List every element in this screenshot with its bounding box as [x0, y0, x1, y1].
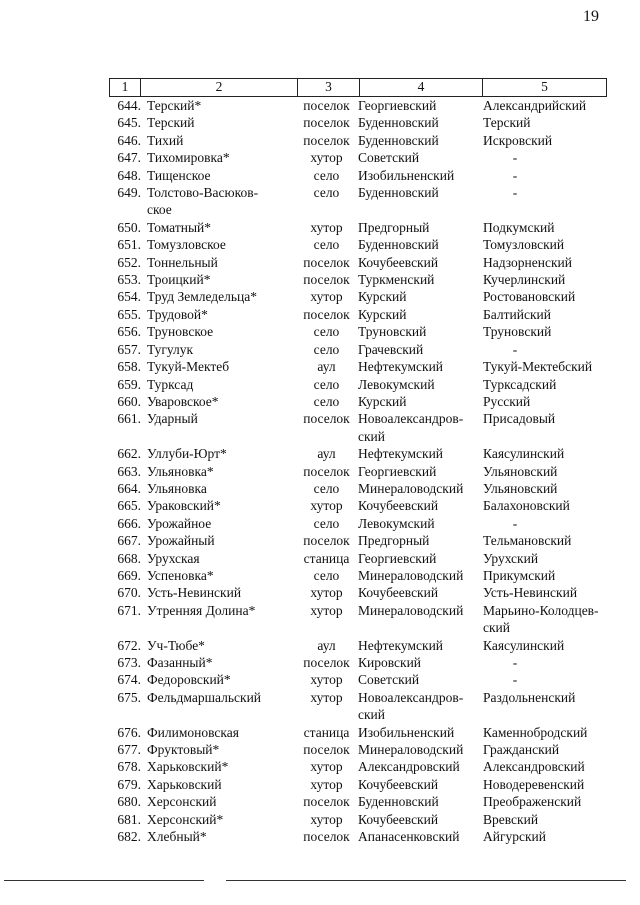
district-name: Советский	[358, 672, 420, 688]
district-name: Минераловодский	[358, 602, 464, 618]
council-name: Искровский	[483, 132, 553, 148]
district-name: Труновский	[358, 324, 427, 340]
settlement-type: поселок	[303, 411, 350, 427]
council-name: Подкумский	[483, 219, 555, 235]
settlement-name: Фельдмаршальский	[147, 689, 262, 705]
column-header-type: 3	[298, 79, 360, 96]
table-row	[109, 323, 607, 340]
settlement-name: Ураковский*	[147, 498, 221, 514]
row-number: 655.	[117, 306, 141, 322]
settlement-name: Тукуй-Мектеб	[147, 359, 230, 375]
table-row	[109, 515, 607, 532]
table-row	[109, 288, 607, 305]
district-name: Левокумский	[358, 515, 435, 531]
settlement-name: Федоровский*	[147, 672, 231, 688]
settlement-name: Уч-Тюбе*	[147, 637, 205, 653]
table-row	[109, 445, 607, 462]
settlement-type: село	[313, 376, 340, 392]
row-number: 661.	[117, 411, 141, 427]
settlement-type: село	[313, 341, 340, 357]
settlement-name: Уллуби-Юрт*	[147, 446, 227, 462]
settlement-name: Томатный*	[147, 219, 211, 235]
settlement-type: аул	[317, 446, 336, 462]
settlement-type: село	[313, 167, 340, 183]
council-name: Александровский	[483, 759, 585, 775]
row-number: 681.	[117, 811, 141, 827]
settlement-name: Хлебный*	[147, 829, 207, 845]
table-row	[109, 358, 607, 375]
row-number: 653.	[117, 272, 141, 288]
row-number: 660.	[117, 393, 141, 409]
district-name: Левокумский	[358, 376, 435, 392]
district-name: Кочубеевский	[358, 811, 439, 827]
table-row	[109, 811, 607, 828]
table-row	[109, 724, 607, 741]
council-name: Русский	[483, 393, 531, 409]
council-name: Труновский	[483, 324, 552, 340]
row-number: 644.	[117, 98, 141, 113]
settlement-type: хутор	[310, 811, 343, 827]
district-name: Минераловодский	[358, 567, 464, 583]
table-row	[109, 410, 607, 445]
council-name: Преображенский	[483, 794, 582, 810]
settlement-type: поселок	[303, 742, 350, 758]
row-number: 668.	[117, 550, 141, 566]
table-row	[109, 532, 607, 549]
table-row	[109, 184, 607, 219]
district-name: Александровский	[358, 759, 460, 775]
council-name: Марьино-Колодцев- ский	[483, 602, 599, 636]
settlement-type: село	[313, 185, 340, 201]
row-number: 649.	[117, 185, 141, 201]
table-row	[109, 654, 607, 671]
settlement-type: хутор	[310, 689, 343, 705]
settlement-type: село	[313, 515, 340, 531]
settlement-type: поселок	[303, 463, 350, 479]
table-row	[109, 689, 607, 724]
settlement-name: Уваровское*	[147, 393, 219, 409]
district-name: Буденновский	[358, 132, 439, 148]
district-name: Буденновский	[358, 115, 439, 131]
row-number: 658.	[117, 359, 141, 375]
row-number: 650.	[117, 219, 141, 235]
district-name: Кочубеевский	[358, 498, 439, 514]
table-row	[109, 671, 607, 688]
district-name: Кочубеевский	[358, 776, 439, 792]
table-row	[109, 550, 607, 567]
column-header-district: 4	[360, 79, 483, 96]
settlement-name: Тугулук	[147, 341, 194, 357]
settlement-name: Терский	[147, 115, 195, 131]
settlement-name: Тихий	[147, 132, 184, 148]
district-name: Новоалександров- ский	[358, 411, 464, 444]
column-header-number: 1	[110, 79, 141, 96]
column-header-row	[109, 78, 607, 97]
settlement-type: хутор	[310, 776, 343, 792]
settlement-type: село	[313, 324, 340, 340]
council-name: Балтийский	[483, 306, 551, 322]
settlement-type: аул	[317, 637, 336, 653]
council-name: Айгурский	[483, 829, 547, 845]
settlement-type: хутор	[310, 672, 343, 688]
table-row	[109, 602, 607, 637]
settlement-name: Херсонский	[147, 794, 217, 810]
council-name: Кучерлинский	[483, 272, 566, 288]
table-row	[109, 97, 607, 114]
council-name: Ульяновский	[483, 463, 558, 479]
row-number: 648.	[117, 167, 141, 183]
row-number: 645.	[117, 115, 141, 131]
district-name: Нефтекумский	[358, 446, 444, 462]
council-name: Тельмановский	[483, 533, 572, 549]
row-number: 657.	[117, 341, 141, 357]
row-number: 675.	[117, 689, 141, 705]
district-name: Буденновский	[358, 185, 439, 201]
council-name: -	[512, 341, 518, 357]
settlement-type: село	[313, 480, 340, 496]
district-name: Апанасенковский	[358, 829, 460, 845]
table-row	[109, 480, 607, 497]
council-name: Каясулинский	[483, 446, 565, 462]
council-name: Томузловский	[483, 237, 565, 253]
row-number: 663.	[117, 463, 141, 479]
council-name: Терский	[483, 115, 531, 131]
row-number: 667.	[117, 533, 141, 549]
settlement-type: поселок	[303, 254, 350, 270]
district-name: Новоалександров- ский	[358, 689, 464, 723]
settlement-name: Терский*	[147, 98, 202, 113]
row-number: 659.	[117, 376, 141, 392]
district-name: Георгиевский	[358, 98, 437, 113]
settlement-type: хутор	[310, 219, 343, 235]
settlement-name: Урухская	[147, 550, 200, 566]
table-row	[109, 776, 607, 793]
council-name: Ростовановский	[483, 289, 576, 305]
council-name: -	[512, 515, 518, 531]
settlement-name: Фруктовый*	[147, 742, 220, 758]
district-name: Буденновский	[358, 237, 439, 253]
settlement-type: поселок	[303, 306, 350, 322]
district-name: Кочубеевский	[358, 254, 439, 270]
row-number: 671.	[117, 602, 141, 618]
district-name: Курский	[358, 393, 407, 409]
settlement-type: село	[313, 237, 340, 253]
row-number: 651.	[117, 237, 141, 253]
settlement-type: аул	[317, 359, 336, 375]
table-row	[109, 236, 607, 253]
table-row	[109, 637, 607, 654]
row-number: 665.	[117, 498, 141, 514]
council-name: Надзорненский	[483, 254, 572, 270]
settlement-name: Труд Земледельца*	[147, 289, 258, 305]
table-row	[109, 584, 607, 601]
council-name: -	[512, 150, 518, 166]
table-row	[109, 114, 607, 131]
district-name: Изобильненский	[358, 167, 455, 183]
table-row	[109, 132, 607, 149]
district-name: Туркменский	[358, 272, 435, 288]
district-name: Курский	[358, 306, 407, 322]
council-name: Раздольненский	[483, 689, 576, 705]
table-row	[109, 341, 607, 358]
district-name: Советский	[358, 150, 420, 166]
table-row	[109, 393, 607, 410]
row-number: 680.	[117, 794, 141, 810]
settlement-type: поселок	[303, 533, 350, 549]
row-number: 646.	[117, 132, 141, 148]
row-number: 682.	[117, 829, 141, 845]
settlement-type: станица	[303, 550, 350, 566]
settlement-name: Харьковский	[147, 776, 222, 792]
row-number: 679.	[117, 776, 141, 792]
settlement-type: хутор	[310, 498, 343, 514]
district-name: Грачевский	[358, 341, 424, 357]
council-name: -	[512, 672, 518, 688]
council-name: Присадовый	[483, 411, 556, 427]
settlement-name: Тихомировка*	[147, 150, 230, 166]
table-row	[109, 376, 607, 393]
district-name: Минераловодский	[358, 742, 464, 758]
settlement-type: поселок	[303, 829, 350, 845]
settlement-name: Тоннельный	[147, 254, 218, 270]
district-name: Кочубеевский	[358, 585, 439, 601]
settlement-name: Урожайное	[147, 515, 212, 531]
row-number: 666.	[117, 515, 141, 531]
district-name: Георгиевский	[358, 550, 437, 566]
settlement-type: хутор	[310, 759, 343, 775]
district-name: Кировский	[358, 655, 422, 670]
council-name: Усть-Невинский	[483, 585, 578, 601]
footer-rule-left	[4, 880, 204, 881]
council-name: Урухский	[483, 550, 539, 566]
settlement-register-table	[109, 78, 607, 845]
table-row	[109, 828, 607, 845]
row-number: 673.	[117, 655, 141, 670]
council-name: Прикумский	[483, 567, 556, 583]
table-row	[109, 741, 607, 758]
table-row	[109, 167, 607, 184]
council-name: Александрийский	[483, 98, 587, 113]
page-number: 19	[583, 8, 599, 25]
council-name: -	[512, 655, 518, 670]
settlement-name: Харьковский*	[147, 759, 229, 775]
district-name: Буденновский	[358, 794, 439, 810]
footer-rule-right	[226, 880, 626, 881]
table-body	[109, 97, 607, 845]
table-row	[109, 306, 607, 323]
table-row	[109, 497, 607, 514]
district-name: Минераловодский	[358, 480, 464, 496]
settlement-name: Успеновка*	[147, 567, 214, 583]
table-row	[109, 758, 607, 775]
district-name: Изобильненский	[358, 724, 455, 740]
council-name: -	[512, 167, 518, 183]
council-name: Ульяновский	[483, 480, 558, 496]
district-name: Предгорный	[358, 219, 430, 235]
settlement-type: станица	[303, 724, 350, 740]
settlement-name: Турксад	[147, 376, 194, 392]
table-row	[109, 793, 607, 810]
table-row	[109, 149, 607, 166]
district-name: Нефтекумский	[358, 359, 444, 375]
settlement-type: хутор	[310, 289, 343, 305]
settlement-name: Троицкий*	[147, 272, 211, 288]
council-name: Балахоновский	[483, 498, 570, 514]
settlement-name: Трудовой*	[147, 306, 208, 322]
settlement-name: Томузловское	[147, 237, 226, 253]
settlement-type: поселок	[303, 272, 350, 288]
row-number: 674.	[117, 672, 141, 688]
settlement-name: Ульяновка	[147, 480, 207, 496]
row-number: 678.	[117, 759, 141, 775]
column-header-name: 2	[141, 79, 298, 96]
row-number: 677.	[117, 742, 141, 758]
table-row	[109, 567, 607, 584]
council-name: Новодеревенский	[483, 776, 585, 792]
settlement-type: поселок	[303, 98, 350, 113]
settlement-name: Ульяновка*	[147, 463, 214, 479]
row-number: 676.	[117, 724, 141, 740]
settlement-name: Ударный	[147, 411, 198, 427]
settlement-name: Херсонский*	[147, 811, 224, 827]
row-number: 652.	[117, 254, 141, 270]
settlement-type: село	[313, 567, 340, 583]
settlement-type: поселок	[303, 655, 350, 670]
settlement-type: хутор	[310, 150, 343, 166]
council-name: Турксадский	[483, 376, 557, 392]
council-name: Тукуй-Мектебский	[483, 359, 593, 375]
council-name: Вревский	[483, 811, 539, 827]
table-row	[109, 463, 607, 480]
row-number: 654.	[117, 289, 141, 305]
table-row	[109, 254, 607, 271]
table-row	[109, 271, 607, 288]
settlement-type: хутор	[310, 585, 343, 601]
row-number: 672.	[117, 637, 141, 653]
table-row	[109, 219, 607, 236]
row-number: 664.	[117, 480, 141, 496]
settlement-name: Толстово-Васюков- ское	[147, 185, 259, 218]
row-number: 670.	[117, 585, 141, 601]
district-name: Курский	[358, 289, 407, 305]
council-name: Гражданский	[483, 742, 560, 758]
settlement-type: поселок	[303, 115, 350, 131]
district-name: Предгорный	[358, 533, 430, 549]
settlement-name: Утренняя Долина*	[147, 602, 256, 618]
council-name: Каменнобродский	[483, 724, 588, 740]
row-number: 647.	[117, 150, 141, 166]
district-name: Георгиевский	[358, 463, 437, 479]
row-number: 662.	[117, 446, 141, 462]
settlement-type: хутор	[310, 602, 343, 618]
settlement-type: поселок	[303, 132, 350, 148]
council-name: -	[512, 185, 518, 201]
settlement-type: село	[313, 393, 340, 409]
settlement-name: Филимоновская	[147, 724, 239, 740]
settlement-name: Труновское	[147, 324, 214, 340]
district-name: Нефтекумский	[358, 637, 444, 653]
settlement-name: Урожайный	[147, 533, 215, 549]
column-header-council: 5	[541, 79, 548, 94]
council-name: Каясулинский	[483, 637, 565, 653]
settlement-type: поселок	[303, 794, 350, 810]
row-number: 669.	[117, 567, 141, 583]
settlement-name: Усть-Невинский	[147, 585, 242, 601]
settlement-name: Тищенское	[147, 167, 211, 183]
settlement-name: Фазанный*	[147, 655, 213, 670]
row-number: 656.	[117, 324, 141, 340]
